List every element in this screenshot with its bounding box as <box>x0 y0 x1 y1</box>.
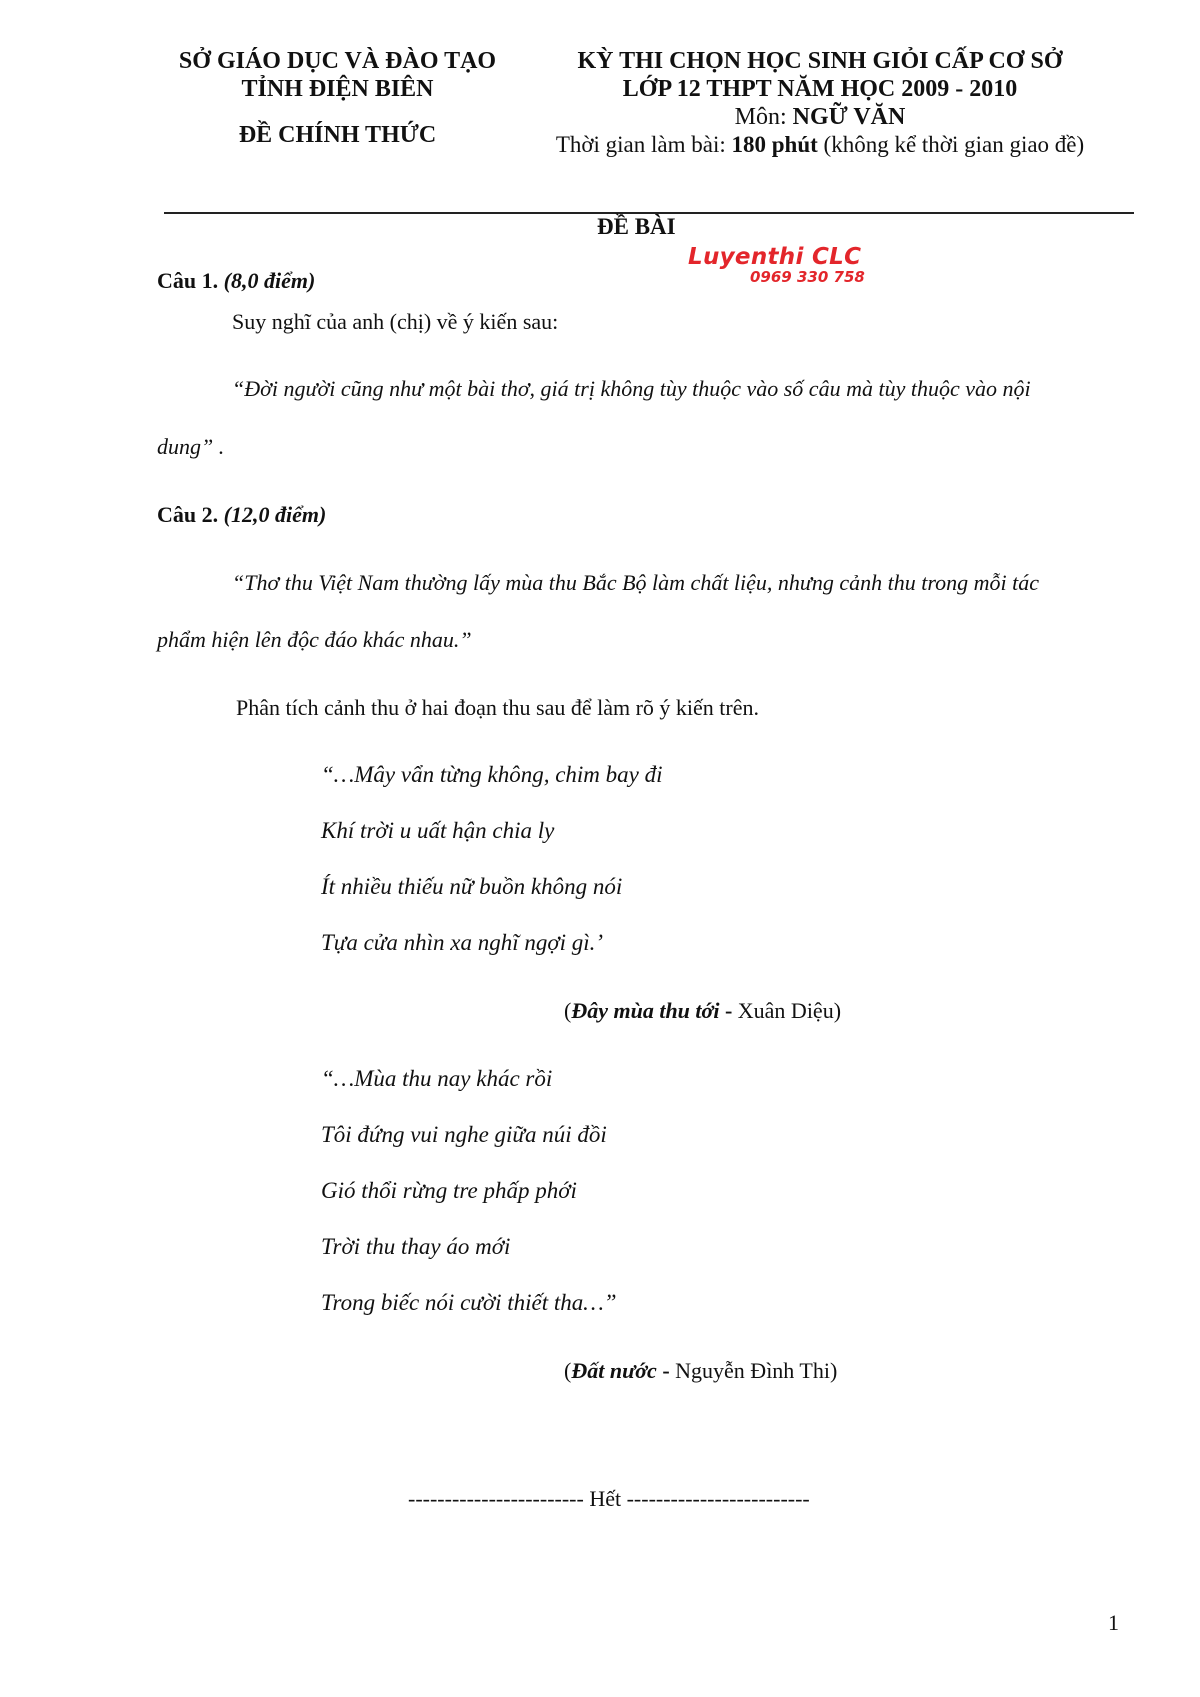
question1-prompt: Suy nghĩ của anh (chị) về ý kiến sau: <box>232 309 559 334</box>
header-left <box>165 47 510 149</box>
poem2-line: Trong biếc nói cười thiết tha…” <box>321 1290 617 1315</box>
poem1-line: Khí trời u uất hận chia ly <box>321 818 555 843</box>
poem1-source-title: Đây mùa thu tới <box>571 998 720 1023</box>
province-name: TỈNH ĐIỆN BIÊN <box>241 76 434 102</box>
exam-grade-year: LỚP 12 THPT NĂM HỌC 2009 - 2010 <box>622 76 1018 102</box>
poem1-source: (Đây mùa thu tới - Xuân Diệu) <box>564 998 842 1023</box>
poem2-line: Trời thu thay áo mới <box>321 1234 511 1259</box>
exam-title: KỲ THI CHỌN HỌC SINH GIỎI CẤP CƠ SỞ <box>577 48 1063 74</box>
question1-heading <box>157 268 315 294</box>
poem2-source-title: Đất nước <box>571 1358 657 1383</box>
poem1-line: Ít nhiều thiếu nữ buồn không nói <box>321 874 623 899</box>
time-note: (không kể thời gian giao đề) <box>817 132 1085 157</box>
header-right <box>520 47 1120 159</box>
poem2-line: Gió thổi rừng tre phấp phới <box>321 1178 577 1203</box>
official-label: ĐỀ CHÍNH THỨC <box>238 122 437 148</box>
time-label: Thời gian làm bài: <box>555 132 732 157</box>
watermark-phone: 0969 330 758 <box>750 268 865 286</box>
question2-quote-line2: phẩm hiện lên độc đáo khác nhau.” <box>157 627 472 652</box>
question2-quote-line1: “Thơ thu Việt Nam thường lấy mùa thu Bắc Bộ làm chất liệu, nhưng cảnh thu trong mỗi tác <box>232 570 1040 595</box>
question1-label: Câu 1. <box>157 268 219 293</box>
question1-quote-line1: “Đời người cũng như một bài thơ, giá trị không tùy thuộc vào số câu mà tùy thuộc vào nội <box>232 376 1031 401</box>
question1-quote-line2: dung” . <box>157 434 225 459</box>
poem2-line: Tôi đứng vui nghe giữa núi đồi <box>321 1122 607 1147</box>
watermark-brand: Luyenthi CLC <box>688 244 862 270</box>
poem2-line: “…Mùa thu nay khác rồi <box>321 1066 553 1091</box>
question2-task: Phân tích cảnh thu ở hai đoạn thu sau để làm rõ ý kiến trên. <box>236 695 760 720</box>
end-marker: ------------------------ Hết ------------------------- <box>408 1486 810 1511</box>
question2-heading <box>157 502 326 528</box>
poem2-source-author: Nguyễn Đình Thi <box>675 1358 830 1383</box>
page-number: 1 <box>1108 1610 1119 1635</box>
time-line <box>520 131 1120 159</box>
question2-label: Câu 2. <box>157 502 219 527</box>
question2-points: (12,0 điểm) <box>218 502 327 527</box>
department-name: SỞ GIÁO DỤC VÀ ĐÀO TẠO <box>178 48 497 74</box>
time-value: 180 phút <box>731 132 818 157</box>
poem1-line: Tựa cửa nhìn xa nghĩ ngợi gì.’ <box>321 930 604 955</box>
poem1-source-author: Xuân Diệu <box>737 998 834 1023</box>
question1-points: (8,0 điểm) <box>218 268 316 293</box>
subject-line <box>520 103 1120 131</box>
poem2-source: (Đất nước - Nguyễn Đình Thi) <box>564 1358 838 1383</box>
page-title: ĐỀ BÀI <box>597 214 676 239</box>
subject-label: Môn: <box>734 104 793 130</box>
poem1-line: “…Mây vẩn từng không, chim bay đi <box>321 762 663 787</box>
watermark <box>688 245 865 285</box>
subject-name: NGỮ VĂN <box>792 104 906 130</box>
